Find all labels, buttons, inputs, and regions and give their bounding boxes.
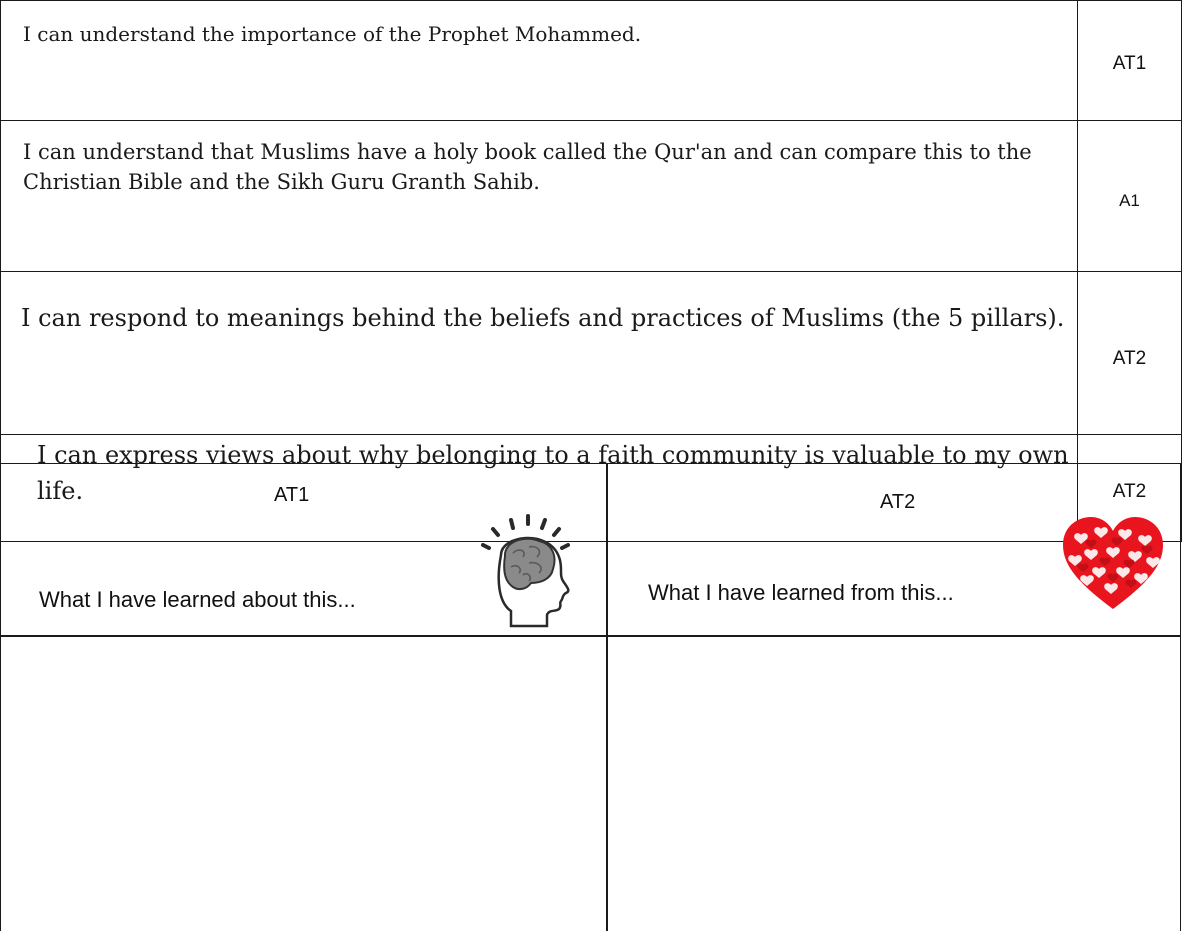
attainment-target-label: AT1 xyxy=(274,484,310,506)
learned-from-prompt: What I have learned from this... xyxy=(648,580,954,605)
objective-level: AT2 xyxy=(1078,272,1182,435)
objective-level: A1 xyxy=(1078,121,1182,272)
objective-text: I can understand that Muslims have a holy book called the Qur'an and can compare this to the Christian Bible and the Sikh Guru Granth Sahib. xyxy=(1,121,1078,272)
brain-head-icon xyxy=(471,511,579,629)
learned-about-answer-box[interactable] xyxy=(0,635,608,931)
objective-level: AT1 xyxy=(1078,1,1182,121)
learned-about-header xyxy=(0,463,608,637)
objective-level: AT2 xyxy=(1078,435,1182,542)
objective-text: I can respond to meanings behind the beliefs and practices of Muslims (the 5 pillars). xyxy=(1,272,1078,435)
objective-text: I can express views about why belonging to a faith community is valuable to my own life. xyxy=(1,435,1078,542)
learned-from-header xyxy=(606,463,1181,637)
reflection-grid xyxy=(0,463,1181,929)
objective-row xyxy=(1,272,1182,435)
heart-of-hearts-icon xyxy=(1061,515,1165,611)
objective-row xyxy=(1,121,1182,272)
objective-text: I can understand the importance of the Prophet Mohammed. xyxy=(1,1,1078,121)
attainment-target-label: AT2 xyxy=(880,491,916,513)
learned-from-answer-box[interactable] xyxy=(606,635,1181,931)
objective-row xyxy=(1,1,1182,121)
learned-about-prompt: What I have learned about this... xyxy=(39,587,356,612)
